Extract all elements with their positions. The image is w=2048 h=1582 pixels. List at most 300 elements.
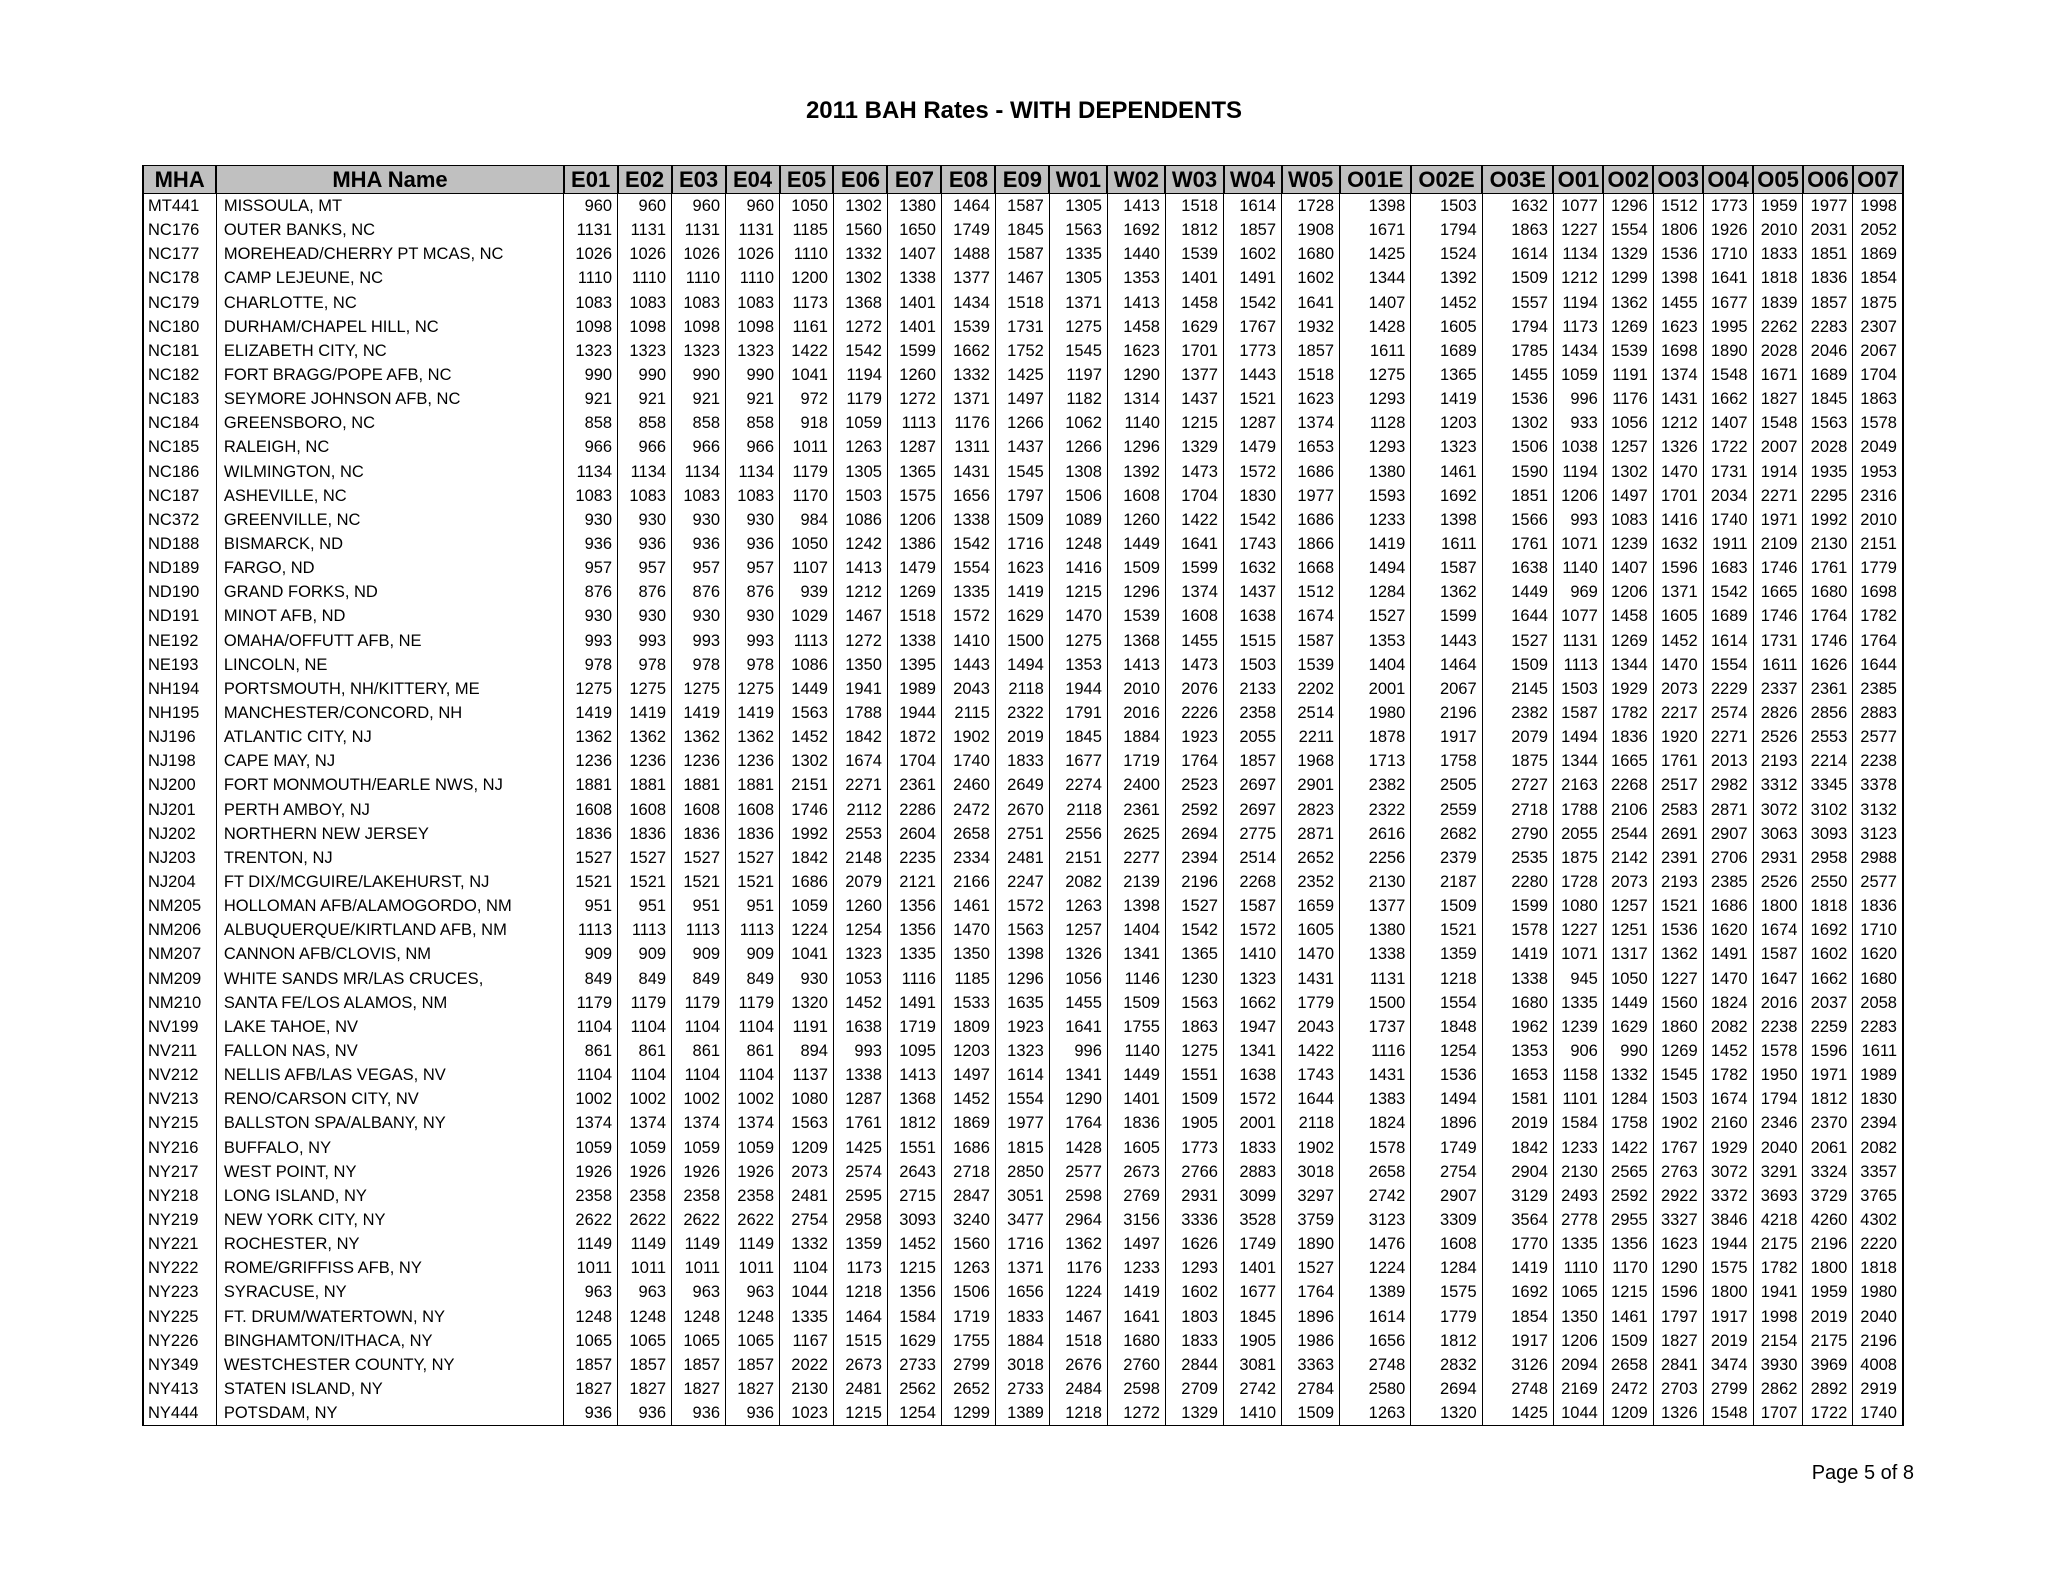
rate-cell: 2196 <box>1165 870 1223 894</box>
rate-cell: 1749 <box>1224 1232 1282 1256</box>
rate-cell: 1350 <box>1553 1304 1603 1328</box>
rate-cell: 1098 <box>672 315 726 339</box>
rate-cell: 1410 <box>1224 942 1282 966</box>
rate-cell: 1131 <box>564 218 618 242</box>
rate-cell: 1578 <box>1340 1135 1411 1159</box>
rate-cell: 3123 <box>1340 1208 1411 1232</box>
rate-cell: 1470 <box>1653 460 1703 484</box>
rate-cell: 1719 <box>887 1015 941 1039</box>
mha-code-cell: MT441 <box>143 194 216 219</box>
rate-cell: 2616 <box>1340 822 1411 846</box>
rate-cell: 1242 <box>833 532 887 556</box>
rate-cell: 1674 <box>1753 918 1803 942</box>
rate-cell: 1140 <box>1107 1039 1165 1063</box>
mha-code-cell: NY225 <box>143 1304 216 1328</box>
rate-cell: 1716 <box>995 1232 1049 1256</box>
rate-cell: 1413 <box>833 556 887 580</box>
rate-cell: 1269 <box>887 580 941 604</box>
rate-cell: 1131 <box>1553 629 1603 653</box>
rate-cell: 2226 <box>1165 701 1223 725</box>
mha-code-cell: NC180 <box>143 315 216 339</box>
rate-cell: 1110 <box>564 266 618 290</box>
rate-cell: 1356 <box>887 894 941 918</box>
rate-cell: 1926 <box>672 1160 726 1184</box>
column-header-mha: MHA <box>143 166 216 194</box>
rate-cell: 1755 <box>941 1329 995 1353</box>
rate-cell: 1539 <box>1282 653 1340 677</box>
rate-cell: 1950 <box>1753 1063 1803 1087</box>
rate-cell: 1332 <box>1603 1063 1653 1087</box>
rate-cell: 1329 <box>1165 1401 1223 1426</box>
rate-cell: 1731 <box>1753 629 1803 653</box>
rate-cell: 2358 <box>1224 701 1282 725</box>
rate-cell: 1305 <box>833 460 887 484</box>
rate-cell: 2040 <box>1853 1304 1903 1328</box>
rate-cell: 1098 <box>726 315 780 339</box>
rate-cell: 1470 <box>1703 967 1753 991</box>
rate-cell: 1413 <box>1107 653 1165 677</box>
rate-cell: 3291 <box>1753 1160 1803 1184</box>
rate-cell: 3474 <box>1703 1353 1753 1377</box>
rate-cell: 1689 <box>1703 604 1753 628</box>
rate-cell: 2280 <box>1482 870 1553 894</box>
rate-cell: 2592 <box>1603 1184 1653 1208</box>
rate-cell: 2553 <box>1803 725 1853 749</box>
rate-cell: 1890 <box>1703 339 1753 363</box>
rate-cell: 1509 <box>1107 556 1165 580</box>
rate-cell: 1383 <box>1340 1087 1411 1111</box>
rate-cell: 1890 <box>1282 1232 1340 1256</box>
rate-cell: 1323 <box>618 339 672 363</box>
rate-cell: 1413 <box>1107 291 1165 315</box>
rate-cell: 1665 <box>1753 580 1803 604</box>
rate-cell: 1335 <box>1049 242 1107 266</box>
rate-cell: 1563 <box>995 918 1049 942</box>
mha-name-cell: HOLLOMAN AFB/ALAMOGORDO, NM <box>216 894 563 918</box>
rate-cell: 1782 <box>1753 1256 1803 1280</box>
rate-cell: 1761 <box>1653 749 1703 773</box>
rate-cell: 1596 <box>1803 1039 1853 1063</box>
rate-cell: 1548 <box>1703 1401 1753 1426</box>
rate-cell: 1449 <box>1482 580 1553 604</box>
rate-cell: 1419 <box>564 701 618 725</box>
rate-cell: 1320 <box>780 991 834 1015</box>
mha-name-cell: FALLON NAS, NV <box>216 1039 563 1063</box>
rate-cell: 1518 <box>1165 194 1223 219</box>
rate-cell: 1941 <box>833 677 887 701</box>
rate-cell: 1668 <box>1282 556 1340 580</box>
rate-cell: 1236 <box>564 749 618 773</box>
table-row <box>143 918 1903 942</box>
rate-cell: 1644 <box>1853 653 1903 677</box>
rate-cell: 2010 <box>1107 677 1165 701</box>
table-header-row <box>143 166 1903 194</box>
rate-cell: 1353 <box>1107 266 1165 290</box>
rate-cell: 2955 <box>1603 1208 1653 1232</box>
rate-cell: 2175 <box>1803 1329 1853 1353</box>
rate-cell: 1509 <box>1482 653 1553 677</box>
rate-cell: 2202 <box>1282 677 1340 701</box>
rate-cell: 2697 <box>1224 798 1282 822</box>
rate-cell: 933 <box>1553 411 1603 435</box>
rate-cell: 2577 <box>1049 1160 1107 1184</box>
rate-cell: 1233 <box>1553 1135 1603 1159</box>
rate-cell: 1623 <box>1653 1232 1703 1256</box>
rate-cell: 1398 <box>1340 194 1411 219</box>
rate-cell: 2535 <box>1482 846 1553 870</box>
rate-cell: 1275 <box>1165 1039 1223 1063</box>
rate-cell: 1803 <box>1165 1304 1223 1328</box>
rate-cell: 1212 <box>833 580 887 604</box>
rate-cell: 1743 <box>1224 532 1282 556</box>
rate-cell: 1332 <box>833 242 887 266</box>
rate-cell: 1452 <box>941 1087 995 1111</box>
mha-code-cell: NC372 <box>143 508 216 532</box>
rate-cell: 1827 <box>1753 387 1803 411</box>
rate-cell: 1140 <box>1553 556 1603 580</box>
column-header-e06: E06 <box>833 166 887 194</box>
rate-cell: 3081 <box>1224 1353 1282 1377</box>
rate-cell: 1179 <box>726 991 780 1015</box>
rate-cell: 1011 <box>564 1256 618 1280</box>
rate-cell: 1518 <box>1282 363 1340 387</box>
rate-cell: 2109 <box>1753 532 1803 556</box>
mha-code-cell: NJ198 <box>143 749 216 773</box>
rate-cell: 1179 <box>780 460 834 484</box>
rate-cell: 993 <box>564 629 618 653</box>
rate-cell: 2907 <box>1411 1184 1482 1208</box>
rate-cell: 2259 <box>1803 1015 1853 1039</box>
rate-cell: 1083 <box>618 291 672 315</box>
mha-code-cell: NC176 <box>143 218 216 242</box>
rate-cell: 1203 <box>941 1039 995 1063</box>
rate-cell: 1575 <box>1411 1280 1482 1304</box>
rate-cell: 1923 <box>995 1015 1049 1039</box>
rate-cell: 1377 <box>1340 894 1411 918</box>
rate-cell: 2346 <box>1753 1111 1803 1135</box>
rate-cell: 1845 <box>1224 1304 1282 1328</box>
rate-cell: 2964 <box>1049 1208 1107 1232</box>
rate-cell: 1689 <box>1803 363 1853 387</box>
rate-cell: 2211 <box>1282 725 1340 749</box>
table-row <box>143 1208 1903 1232</box>
rate-cell: 1977 <box>1803 194 1853 219</box>
rate-cell: 2370 <box>1803 1111 1853 1135</box>
table-row <box>143 629 1903 653</box>
rate-cell: 909 <box>672 942 726 966</box>
rate-cell: 1371 <box>1049 291 1107 315</box>
rate-cell: 849 <box>726 967 780 991</box>
rate-cell: 1470 <box>1282 942 1340 966</box>
mha-code-cell: ND188 <box>143 532 216 556</box>
rate-cell: 1680 <box>1803 580 1853 604</box>
rate-cell: 2382 <box>1482 701 1553 725</box>
rate-cell: 2022 <box>780 1353 834 1377</box>
rate-cell: 1743 <box>1282 1063 1340 1087</box>
rate-cell: 2079 <box>833 870 887 894</box>
mha-name-cell: GREENVILLE, NC <box>216 508 563 532</box>
rate-cell: 2598 <box>1049 1184 1107 1208</box>
rate-cell: 1704 <box>887 749 941 773</box>
rate-cell: 1413 <box>887 1063 941 1087</box>
rate-cell: 1338 <box>1340 942 1411 966</box>
rate-cell: 1059 <box>564 1135 618 1159</box>
rate-cell: 1407 <box>1703 411 1753 435</box>
rate-cell: 1542 <box>941 532 995 556</box>
rate-cell: 1398 <box>1411 508 1482 532</box>
rate-cell: 1110 <box>672 266 726 290</box>
rate-cell: 1671 <box>1340 218 1411 242</box>
rate-cell: 1257 <box>1603 894 1653 918</box>
rate-cell: 1104 <box>726 1063 780 1087</box>
rate-cell: 1785 <box>1482 339 1553 363</box>
mha-name-cell: WHITE SANDS MR/LAS CRUCES, <box>216 967 563 991</box>
mha-code-cell: NC184 <box>143 411 216 435</box>
rate-cell: 1902 <box>1653 1111 1703 1135</box>
rate-cell: 978 <box>618 653 672 677</box>
page-number: Page 5 of 8 <box>1811 1462 1914 1484</box>
rate-cell: 1110 <box>726 266 780 290</box>
rate-cell: 2112 <box>833 798 887 822</box>
rate-cell: 1491 <box>1224 266 1282 290</box>
rate-cell: 2703 <box>1653 1377 1703 1401</box>
rate-cell: 1917 <box>1703 1304 1753 1328</box>
rate-cell: 1344 <box>1553 749 1603 773</box>
rate-cell: 990 <box>618 363 672 387</box>
rate-cell: 1248 <box>564 1304 618 1328</box>
rate-cell: 1608 <box>1107 484 1165 508</box>
table-row <box>143 411 1903 435</box>
rate-cell: 1671 <box>1753 363 1803 387</box>
rate-cell: 1323 <box>564 339 618 363</box>
rate-cell: 2118 <box>1282 1111 1340 1135</box>
column-header-o03: O03 <box>1653 166 1703 194</box>
rate-cell: 969 <box>1553 580 1603 604</box>
table-row <box>143 266 1903 290</box>
table-row <box>143 1401 1903 1426</box>
rate-cell: 1356 <box>1603 1232 1653 1256</box>
rate-cell: 1614 <box>995 1063 1049 1087</box>
rate-cell: 1971 <box>1753 508 1803 532</box>
rate-cell: 1557 <box>1482 291 1553 315</box>
rate-cell: 1374 <box>618 1111 672 1135</box>
table-row <box>143 653 1903 677</box>
rate-cell: 1608 <box>1165 604 1223 628</box>
rate-cell: 1254 <box>833 918 887 942</box>
rate-cell: 1755 <box>1107 1015 1165 1039</box>
rate-cell: 849 <box>672 967 726 991</box>
rate-cell: 2742 <box>1340 1184 1411 1208</box>
rate-cell: 1977 <box>1282 484 1340 508</box>
rate-cell: 2763 <box>1653 1160 1703 1184</box>
rate-cell: 1104 <box>564 1063 618 1087</box>
rate-cell: 2007 <box>1753 435 1803 459</box>
rate-cell: 1374 <box>1165 580 1223 604</box>
rate-cell: 1275 <box>726 677 780 701</box>
rate-cell: 3363 <box>1282 1353 1340 1377</box>
rate-cell: 1335 <box>1553 991 1603 1015</box>
mha-name-cell: ATLANTIC CITY, NJ <box>216 725 563 749</box>
mha-code-cell: NY219 <box>143 1208 216 1232</box>
rate-cell: 1578 <box>1753 1039 1803 1063</box>
rate-cell: 2733 <box>887 1353 941 1377</box>
rate-cell: 1455 <box>1165 629 1223 653</box>
rate-cell: 1296 <box>995 967 1049 991</box>
rate-cell: 1674 <box>833 749 887 773</box>
rate-cell: 1596 <box>1653 1280 1703 1304</box>
rate-cell: 2709 <box>1165 1377 1223 1401</box>
rate-cell: 1989 <box>1853 1063 1903 1087</box>
rate-cell: 1857 <box>672 1353 726 1377</box>
rate-cell: 2043 <box>941 677 995 701</box>
column-header-o05: O05 <box>1753 166 1803 194</box>
rate-cell: 1041 <box>780 363 834 387</box>
mha-name-cell: TRENTON, NJ <box>216 846 563 870</box>
rate-cell: 1518 <box>1049 1329 1107 1353</box>
rate-cell: 1608 <box>1411 1232 1482 1256</box>
rate-cell: 1503 <box>1411 194 1482 219</box>
rate-cell: 1080 <box>1553 894 1603 918</box>
rate-cell: 1062 <box>1049 411 1107 435</box>
rate-cell: 1764 <box>1049 1111 1107 1135</box>
mha-code-cell: NY444 <box>143 1401 216 1426</box>
rate-cell: 1263 <box>1340 1401 1411 1426</box>
mha-code-cell: NY226 <box>143 1329 216 1353</box>
rate-cell: 2550 <box>1803 870 1853 894</box>
rate-cell: 1539 <box>941 315 995 339</box>
table-row <box>143 773 1903 797</box>
rate-cell: 1335 <box>780 1304 834 1328</box>
rate-cell: 1665 <box>1603 749 1653 773</box>
rate-cell: 2145 <box>1482 677 1553 701</box>
rate-cell: 1818 <box>1753 266 1803 290</box>
mha-name-cell: RENO/CARSON CITY, NV <box>216 1087 563 1111</box>
rate-cell: 2160 <box>1703 1111 1753 1135</box>
table-row <box>143 1304 1903 1328</box>
rate-cell: 2847 <box>941 1184 995 1208</box>
mha-code-cell: NC185 <box>143 435 216 459</box>
rate-cell: 2862 <box>1753 1377 1803 1401</box>
rate-cell: 849 <box>618 967 672 991</box>
rate-cell: 2856 <box>1803 701 1853 725</box>
rate-cell: 930 <box>564 604 618 628</box>
rate-cell: 2871 <box>1282 822 1340 846</box>
rate-cell: 1980 <box>1340 701 1411 725</box>
rate-cell: 1467 <box>995 266 1049 290</box>
rate-cell: 1998 <box>1853 194 1903 219</box>
rate-cell: 1083 <box>726 291 780 315</box>
rate-cell: 1761 <box>1482 532 1553 556</box>
table-row <box>143 1160 1903 1184</box>
table-row <box>143 387 1903 411</box>
rate-cell: 1077 <box>1553 194 1603 219</box>
rate-cell: 1563 <box>1049 218 1107 242</box>
rate-cell: 1260 <box>833 894 887 918</box>
table-row <box>143 484 1903 508</box>
rate-cell: 1836 <box>672 822 726 846</box>
rate-cell: 2229 <box>1703 677 1753 701</box>
rate-cell: 1884 <box>1107 725 1165 749</box>
rate-cell: 1308 <box>1049 460 1107 484</box>
rate-cell: 1083 <box>672 484 726 508</box>
rate-cell: 1104 <box>726 1015 780 1039</box>
rate-cell: 1479 <box>887 556 941 580</box>
rate-cell: 2826 <box>1753 701 1803 725</box>
rate-cell: 1290 <box>1049 1087 1107 1111</box>
rate-cell: 1497 <box>1603 484 1653 508</box>
rate-cell: 1173 <box>1553 315 1603 339</box>
rate-cell: 2118 <box>995 677 1049 701</box>
mha-code-cell: NY217 <box>143 1160 216 1184</box>
rate-cell: 1575 <box>887 484 941 508</box>
rate-cell: 2058 <box>1853 991 1903 1015</box>
rate-cell: 1404 <box>1107 918 1165 942</box>
rate-cell: 2493 <box>1553 1184 1603 1208</box>
rate-cell: 2238 <box>1753 1015 1803 1039</box>
rate-cell: 1683 <box>1703 556 1753 580</box>
rate-cell: 1065 <box>672 1329 726 1353</box>
rate-cell: 2676 <box>1049 1353 1107 1377</box>
rate-cell: 1812 <box>887 1111 941 1135</box>
column-header-w02: W02 <box>1107 166 1165 194</box>
rate-cell: 2760 <box>1107 1353 1165 1377</box>
rate-cell: 1497 <box>941 1063 995 1087</box>
rate-cell: 1452 <box>1411 291 1482 315</box>
rate-cell: 1053 <box>833 967 887 991</box>
rate-cell: 1536 <box>1482 387 1553 411</box>
rate-cell: 1275 <box>672 677 726 701</box>
rate-cell: 2358 <box>618 1184 672 1208</box>
mha-name-cell: FORT MONMOUTH/EARLE NWS, NJ <box>216 773 563 797</box>
rate-cell: 1206 <box>1553 1329 1603 1353</box>
mha-code-cell: NJ203 <box>143 846 216 870</box>
rate-cell: 1584 <box>887 1304 941 1328</box>
rate-cell: 966 <box>726 435 780 459</box>
rate-cell: 1233 <box>1107 1256 1165 1280</box>
mha-name-cell: OMAHA/OFFUTT AFB, NE <box>216 629 563 653</box>
column-header-o01e: O01E <box>1340 166 1411 194</box>
rate-cell: 1704 <box>1165 484 1223 508</box>
rate-cell: 1206 <box>1553 484 1603 508</box>
rate-cell: 1971 <box>1803 1063 1853 1087</box>
rate-cell: 3072 <box>1703 1160 1753 1184</box>
rate-cell: 1311 <box>941 435 995 459</box>
rate-cell: 4008 <box>1853 1353 1903 1377</box>
table-row <box>143 1329 1903 1353</box>
rate-cell: 1851 <box>1482 484 1553 508</box>
rate-cell: 2148 <box>833 846 887 870</box>
rate-cell: 1587 <box>1411 556 1482 580</box>
rate-cell: 1944 <box>887 701 941 725</box>
rate-cell: 861 <box>726 1039 780 1063</box>
rate-cell: 1362 <box>1049 1232 1107 1256</box>
rate-cell: 1491 <box>1703 942 1753 966</box>
rate-cell: 1680 <box>1282 242 1340 266</box>
rate-cell: 1545 <box>1653 1063 1703 1087</box>
rate-cell: 2247 <box>995 870 1049 894</box>
rate-cell: 1614 <box>1340 1304 1411 1328</box>
rate-cell: 1140 <box>1107 411 1165 435</box>
rate-cell: 1260 <box>887 363 941 387</box>
mha-code-cell: ND191 <box>143 604 216 628</box>
rate-cell: 2361 <box>1107 798 1165 822</box>
rate-cell: 1416 <box>1653 508 1703 532</box>
rate-cell: 1740 <box>941 749 995 773</box>
bah-rates-table <box>142 165 1904 1426</box>
rate-cell: 1362 <box>672 725 726 749</box>
rate-cell: 1494 <box>1340 556 1411 580</box>
rate-cell: 1527 <box>672 846 726 870</box>
